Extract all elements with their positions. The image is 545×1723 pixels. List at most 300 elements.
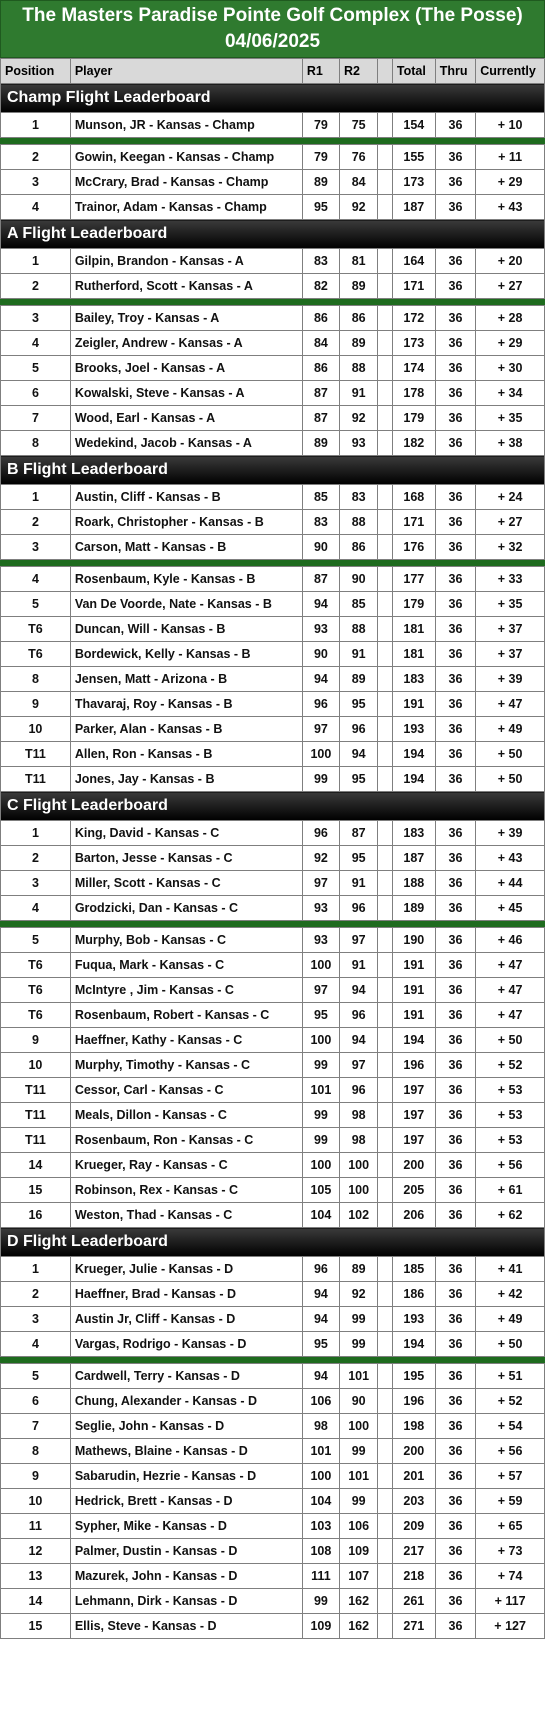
- total-cell: 197: [392, 1078, 435, 1103]
- player-cell: Jones, Jay - Kansas - B: [70, 767, 302, 792]
- r1-cell: 97: [302, 871, 339, 896]
- r2-cell: 92: [340, 1282, 378, 1307]
- currently-cell: + 50: [476, 1332, 545, 1357]
- total-cell: 187: [392, 195, 435, 220]
- r2-cell: 86: [340, 306, 378, 331]
- position-cell: 3: [1, 306, 71, 331]
- table-row: [1, 896, 545, 921]
- r2-cell: 88: [340, 510, 378, 535]
- currently-cell: + 37: [476, 642, 545, 667]
- total-cell: 194: [392, 742, 435, 767]
- table-row: [1, 1464, 545, 1489]
- flight-header: [1, 456, 545, 485]
- total-cell: 193: [392, 717, 435, 742]
- position-cell: 10: [1, 1053, 71, 1078]
- currently-cell: + 47: [476, 1003, 545, 1028]
- thru-cell: 36: [435, 592, 476, 617]
- thru-cell: 36: [435, 1564, 476, 1589]
- cut-line-divider: [1, 299, 545, 306]
- player-cell: Kowalski, Steve - Kansas - A: [70, 381, 302, 406]
- r2-cell: 96: [340, 1078, 378, 1103]
- header-player: Player: [70, 59, 302, 84]
- player-cell: Sabarudin, Hezrie - Kansas - D: [70, 1464, 302, 1489]
- total-cell: 155: [392, 145, 435, 170]
- r1-cell: 96: [302, 692, 339, 717]
- table-row: [1, 767, 545, 792]
- thru-cell: 36: [435, 1282, 476, 1307]
- position-cell: 9: [1, 1464, 71, 1489]
- total-cell: 191: [392, 1003, 435, 1028]
- currently-cell: + 57: [476, 1464, 545, 1489]
- table-row: [1, 1332, 545, 1357]
- thru-cell: 36: [435, 249, 476, 274]
- total-cell: 194: [392, 1332, 435, 1357]
- total-cell: 181: [392, 617, 435, 642]
- table-row: [1, 617, 545, 642]
- currently-cell: + 42: [476, 1282, 545, 1307]
- thru-cell: 36: [435, 1389, 476, 1414]
- player-cell: Bordewick, Kelly - Kansas - B: [70, 642, 302, 667]
- thru-cell: 36: [435, 1614, 476, 1639]
- cut-line-bar: [1, 1357, 545, 1364]
- currently-cell: + 50: [476, 1028, 545, 1053]
- r1-cell: 104: [302, 1489, 339, 1514]
- currently-cell: + 56: [476, 1439, 545, 1464]
- blank-cell: [378, 978, 393, 1003]
- r1-cell: 94: [302, 1307, 339, 1332]
- r1-cell: 85: [302, 485, 339, 510]
- total-cell: 201: [392, 1464, 435, 1489]
- r1-cell: 108: [302, 1539, 339, 1564]
- currently-cell: + 43: [476, 846, 545, 871]
- player-cell: Sypher, Mike - Kansas - D: [70, 1514, 302, 1539]
- total-cell: 200: [392, 1153, 435, 1178]
- total-cell: 209: [392, 1514, 435, 1539]
- currently-cell: + 29: [476, 170, 545, 195]
- cut-line-bar: [1, 560, 545, 567]
- table-row: [1, 145, 545, 170]
- cut-line-divider: [1, 560, 545, 567]
- position-cell: 8: [1, 667, 71, 692]
- thru-cell: 36: [435, 617, 476, 642]
- player-cell: Van De Voorde, Nate - Kansas - B: [70, 592, 302, 617]
- total-cell: 178: [392, 381, 435, 406]
- blank-cell: [378, 274, 393, 299]
- total-cell: 188: [392, 871, 435, 896]
- player-cell: Cardwell, Terry - Kansas - D: [70, 1364, 302, 1389]
- blank-cell: [378, 1514, 393, 1539]
- r2-cell: 106: [340, 1514, 378, 1539]
- total-cell: 185: [392, 1257, 435, 1282]
- r1-cell: 96: [302, 1257, 339, 1282]
- thru-cell: 36: [435, 195, 476, 220]
- player-cell: Trainor, Adam - Kansas - Champ: [70, 195, 302, 220]
- r2-cell: 92: [340, 195, 378, 220]
- r1-cell: 87: [302, 381, 339, 406]
- table-row: [1, 1103, 545, 1128]
- r2-cell: 94: [340, 742, 378, 767]
- r1-cell: 90: [302, 642, 339, 667]
- r2-cell: 91: [340, 381, 378, 406]
- blank-cell: [378, 381, 393, 406]
- blank-cell: [378, 953, 393, 978]
- currently-cell: + 30: [476, 356, 545, 381]
- total-cell: 197: [392, 1103, 435, 1128]
- total-cell: 174: [392, 356, 435, 381]
- thru-cell: 36: [435, 1203, 476, 1228]
- currently-cell: + 27: [476, 510, 545, 535]
- r1-cell: 99: [302, 767, 339, 792]
- r2-cell: 93: [340, 431, 378, 456]
- blank-cell: [378, 1257, 393, 1282]
- blank-cell: [378, 896, 393, 921]
- r2-cell: 97: [340, 1053, 378, 1078]
- thru-cell: 36: [435, 1439, 476, 1464]
- player-cell: Murphy, Bob - Kansas - C: [70, 928, 302, 953]
- position-cell: T6: [1, 1003, 71, 1028]
- thru-cell: 36: [435, 717, 476, 742]
- total-cell: 191: [392, 978, 435, 1003]
- currently-cell: + 28: [476, 306, 545, 331]
- header-currently: Currently: [476, 59, 545, 84]
- r1-cell: 100: [302, 1153, 339, 1178]
- blank-cell: [378, 692, 393, 717]
- table-row: [1, 1153, 545, 1178]
- blank-cell: [378, 1464, 393, 1489]
- r2-cell: 99: [340, 1332, 378, 1357]
- table-row: [1, 431, 545, 456]
- table-row: [1, 1589, 545, 1614]
- header-thru: Thru: [435, 59, 476, 84]
- position-cell: 9: [1, 1028, 71, 1053]
- table-row: [1, 1028, 545, 1053]
- r2-cell: 88: [340, 617, 378, 642]
- total-cell: 205: [392, 1178, 435, 1203]
- table-row: [1, 381, 545, 406]
- currently-cell: + 43: [476, 195, 545, 220]
- r1-cell: 84: [302, 331, 339, 356]
- r1-cell: 83: [302, 510, 339, 535]
- thru-cell: 36: [435, 896, 476, 921]
- table-row: [1, 1257, 545, 1282]
- currently-cell: + 53: [476, 1078, 545, 1103]
- r2-cell: 75: [340, 113, 378, 138]
- player-cell: King, David - Kansas - C: [70, 821, 302, 846]
- position-cell: 2: [1, 274, 71, 299]
- currently-cell: + 49: [476, 1307, 545, 1332]
- position-cell: 2: [1, 846, 71, 871]
- blank-cell: [378, 767, 393, 792]
- currently-cell: + 34: [476, 381, 545, 406]
- currently-cell: + 56: [476, 1153, 545, 1178]
- blank-cell: [378, 249, 393, 274]
- r2-cell: 101: [340, 1464, 378, 1489]
- currently-cell: + 35: [476, 406, 545, 431]
- player-cell: Weston, Thad - Kansas - C: [70, 1203, 302, 1228]
- r1-cell: 90: [302, 535, 339, 560]
- position-cell: 4: [1, 1332, 71, 1357]
- total-cell: 261: [392, 1589, 435, 1614]
- total-cell: 271: [392, 1614, 435, 1639]
- thru-cell: 36: [435, 1028, 476, 1053]
- r1-cell: 96: [302, 821, 339, 846]
- currently-cell: + 62: [476, 1203, 545, 1228]
- blank-cell: [378, 1414, 393, 1439]
- position-cell: 14: [1, 1153, 71, 1178]
- currently-cell: + 61: [476, 1178, 545, 1203]
- r2-cell: 98: [340, 1103, 378, 1128]
- currently-cell: + 29: [476, 331, 545, 356]
- r2-cell: 91: [340, 953, 378, 978]
- cut-line-bar: [1, 921, 545, 928]
- player-cell: Rutherford, Scott - Kansas - A: [70, 274, 302, 299]
- table-row: [1, 717, 545, 742]
- player-cell: Cessor, Carl - Kansas - C: [70, 1078, 302, 1103]
- blank-cell: [378, 1203, 393, 1228]
- thru-cell: 36: [435, 667, 476, 692]
- blank-cell: [378, 1282, 393, 1307]
- currently-cell: + 35: [476, 592, 545, 617]
- blank-cell: [378, 1178, 393, 1203]
- blank-cell: [378, 1439, 393, 1464]
- currently-cell: + 49: [476, 717, 545, 742]
- total-cell: 189: [392, 896, 435, 921]
- position-cell: 4: [1, 195, 71, 220]
- thru-cell: 36: [435, 274, 476, 299]
- blank-cell: [378, 113, 393, 138]
- position-cell: 1: [1, 1257, 71, 1282]
- r1-cell: 111: [302, 1564, 339, 1589]
- r1-cell: 99: [302, 1128, 339, 1153]
- total-cell: 164: [392, 249, 435, 274]
- position-cell: 10: [1, 1489, 71, 1514]
- r1-cell: 100: [302, 1464, 339, 1489]
- total-cell: 190: [392, 928, 435, 953]
- table-row: [1, 1514, 545, 1539]
- r1-cell: 79: [302, 145, 339, 170]
- player-cell: Hedrick, Brett - Kansas - D: [70, 1489, 302, 1514]
- r2-cell: 102: [340, 1203, 378, 1228]
- position-cell: T11: [1, 1078, 71, 1103]
- table-row: [1, 1282, 545, 1307]
- position-cell: 8: [1, 1439, 71, 1464]
- total-cell: 183: [392, 821, 435, 846]
- blank-cell: [378, 871, 393, 896]
- total-cell: 195: [392, 1364, 435, 1389]
- currently-cell: + 47: [476, 953, 545, 978]
- blank-cell: [378, 195, 393, 220]
- total-cell: 200: [392, 1439, 435, 1464]
- r1-cell: 97: [302, 717, 339, 742]
- r2-cell: 89: [340, 1257, 378, 1282]
- player-cell: Ellis, Steve - Kansas - D: [70, 1614, 302, 1639]
- position-cell: 5: [1, 592, 71, 617]
- r1-cell: 95: [302, 195, 339, 220]
- blank-cell: [378, 742, 393, 767]
- table-row: [1, 871, 545, 896]
- thru-cell: 36: [435, 1589, 476, 1614]
- blank-cell: [378, 1364, 393, 1389]
- table-row: [1, 1307, 545, 1332]
- r2-cell: 96: [340, 1003, 378, 1028]
- table-row: [1, 170, 545, 195]
- player-cell: Haeffner, Brad - Kansas - D: [70, 1282, 302, 1307]
- table-row: [1, 249, 545, 274]
- table-row: [1, 953, 545, 978]
- r1-cell: 109: [302, 1614, 339, 1639]
- player-cell: Chung, Alexander - Kansas - D: [70, 1389, 302, 1414]
- currently-cell: + 33: [476, 567, 545, 592]
- position-cell: 2: [1, 1282, 71, 1307]
- blank-cell: [378, 1128, 393, 1153]
- r2-cell: 90: [340, 567, 378, 592]
- thru-cell: 36: [435, 406, 476, 431]
- blank-cell: [378, 331, 393, 356]
- cut-line-divider: [1, 1357, 545, 1364]
- r1-cell: 101: [302, 1078, 339, 1103]
- table-row: [1, 1364, 545, 1389]
- thru-cell: 36: [435, 356, 476, 381]
- blank-cell: [378, 1028, 393, 1053]
- position-cell: 2: [1, 145, 71, 170]
- total-cell: 187: [392, 846, 435, 871]
- thru-cell: 36: [435, 1332, 476, 1357]
- position-cell: 16: [1, 1203, 71, 1228]
- currently-cell: + 46: [476, 928, 545, 953]
- currently-cell: + 41: [476, 1257, 545, 1282]
- header-position: Position: [1, 59, 71, 84]
- thru-cell: 36: [435, 1103, 476, 1128]
- thru-cell: 36: [435, 1307, 476, 1332]
- thru-cell: 36: [435, 431, 476, 456]
- blank-cell: [378, 1078, 393, 1103]
- currently-cell: + 65: [476, 1514, 545, 1539]
- blank-cell: [378, 1153, 393, 1178]
- blank-cell: [378, 485, 393, 510]
- r2-cell: 95: [340, 692, 378, 717]
- currently-cell: + 50: [476, 742, 545, 767]
- table-row: [1, 567, 545, 592]
- r1-cell: 89: [302, 170, 339, 195]
- total-cell: 154: [392, 113, 435, 138]
- thru-cell: 36: [435, 567, 476, 592]
- thru-cell: 36: [435, 1257, 476, 1282]
- thru-cell: 36: [435, 846, 476, 871]
- total-cell: 191: [392, 953, 435, 978]
- thru-cell: 36: [435, 145, 476, 170]
- table-row: [1, 642, 545, 667]
- r1-cell: 100: [302, 953, 339, 978]
- total-cell: 196: [392, 1053, 435, 1078]
- table-row: [1, 1389, 545, 1414]
- position-cell: 15: [1, 1178, 71, 1203]
- table-row: [1, 1414, 545, 1439]
- flight-title: A Flight Leaderboard: [1, 220, 545, 249]
- r1-cell: 103: [302, 1514, 339, 1539]
- blank-cell: [378, 1103, 393, 1128]
- r1-cell: 93: [302, 896, 339, 921]
- total-cell: 172: [392, 306, 435, 331]
- total-cell: 191: [392, 692, 435, 717]
- r1-cell: 86: [302, 356, 339, 381]
- r1-cell: 93: [302, 617, 339, 642]
- r2-cell: 99: [340, 1439, 378, 1464]
- total-cell: 203: [392, 1489, 435, 1514]
- thru-cell: 36: [435, 1364, 476, 1389]
- player-cell: Grodzicki, Dan - Kansas - C: [70, 896, 302, 921]
- position-cell: 6: [1, 1389, 71, 1414]
- blank-cell: [378, 306, 393, 331]
- table-row: [1, 1439, 545, 1464]
- r2-cell: 94: [340, 1028, 378, 1053]
- thru-cell: 36: [435, 306, 476, 331]
- table-row: [1, 356, 545, 381]
- thru-cell: 36: [435, 113, 476, 138]
- thru-cell: 36: [435, 535, 476, 560]
- table-row: [1, 1178, 545, 1203]
- currently-cell: + 10: [476, 113, 545, 138]
- player-cell: Duncan, Will - Kansas - B: [70, 617, 302, 642]
- cut-line-bar: [1, 138, 545, 145]
- blank-cell: [378, 642, 393, 667]
- currently-cell: + 20: [476, 249, 545, 274]
- table-row: [1, 1078, 545, 1103]
- position-cell: 3: [1, 871, 71, 896]
- player-cell: Austin Jr, Cliff - Kansas - D: [70, 1307, 302, 1332]
- currently-cell: + 27: [476, 274, 545, 299]
- title-event-name: The Masters Paradise Pointe Golf Complex (The Posse): [22, 5, 523, 26]
- currently-cell: + 44: [476, 871, 545, 896]
- position-cell: 3: [1, 535, 71, 560]
- r2-cell: 95: [340, 846, 378, 871]
- total-cell: 197: [392, 1128, 435, 1153]
- r1-cell: 86: [302, 306, 339, 331]
- thru-cell: 36: [435, 978, 476, 1003]
- total-cell: 193: [392, 1307, 435, 1332]
- table-row: [1, 846, 545, 871]
- total-cell: 173: [392, 331, 435, 356]
- position-cell: 1: [1, 485, 71, 510]
- table-row: [1, 1539, 545, 1564]
- blank-cell: [378, 510, 393, 535]
- thru-cell: 36: [435, 485, 476, 510]
- total-cell: 196: [392, 1389, 435, 1414]
- r2-cell: 99: [340, 1489, 378, 1514]
- total-cell: 217: [392, 1539, 435, 1564]
- position-cell: 3: [1, 1307, 71, 1332]
- position-cell: 3: [1, 170, 71, 195]
- player-cell: Haeffner, Kathy - Kansas - C: [70, 1028, 302, 1053]
- table-row: [1, 331, 545, 356]
- total-cell: 198: [392, 1414, 435, 1439]
- r1-cell: 79: [302, 113, 339, 138]
- table-row: [1, 274, 545, 299]
- r2-cell: 162: [340, 1614, 378, 1639]
- flight-header: [1, 792, 545, 821]
- blank-cell: [378, 170, 393, 195]
- position-cell: T6: [1, 978, 71, 1003]
- blank-cell: [378, 431, 393, 456]
- blank-cell: [378, 145, 393, 170]
- currently-cell: + 32: [476, 535, 545, 560]
- blank-cell: [378, 1003, 393, 1028]
- table-row: [1, 592, 545, 617]
- flight-header: [1, 84, 545, 113]
- thru-cell: 36: [435, 1464, 476, 1489]
- player-cell: Carson, Matt - Kansas - B: [70, 535, 302, 560]
- thru-cell: 36: [435, 742, 476, 767]
- currently-cell: + 39: [476, 667, 545, 692]
